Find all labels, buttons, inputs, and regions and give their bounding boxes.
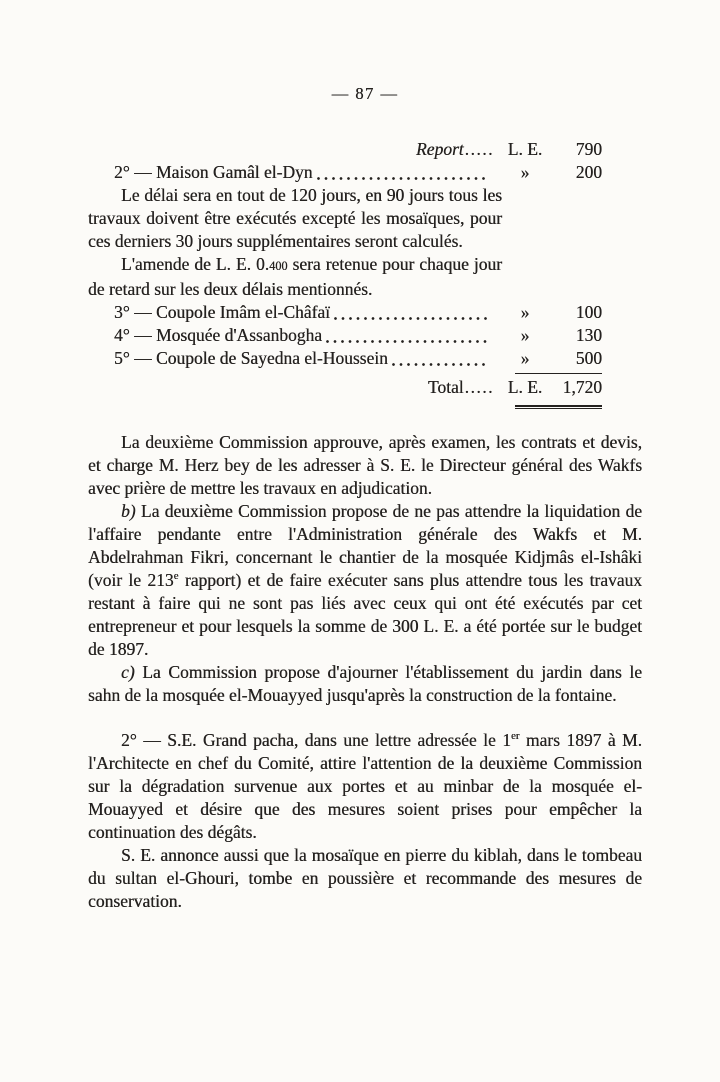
text-block (88, 82, 642, 913)
dot-leader (317, 177, 489, 180)
report-currency: L. E. (507, 139, 543, 159)
report-body (88, 431, 642, 913)
ledger-note-paragraph: L'amende de L. E. 0.400 sera retenue pour chaque jour de retard sur les deux délais mentionnés. (88, 254, 502, 299)
body-paragraph: c) La Commission propose d'ajourner l'établissement du jardin dans le sahn de la mosquée el-Mouayyed jusqu'après la construction de la fontaine. (88, 662, 642, 705)
report-label: Report (415, 139, 464, 159)
total-rule (515, 373, 602, 374)
item-label: 5° — Coupole de Sayedna el-Houssein (114, 348, 388, 368)
total-amount: 1,720 (562, 377, 602, 397)
item-currency: » (520, 302, 530, 322)
item-amount: 500 (575, 348, 602, 368)
ledger-item-row (88, 301, 602, 324)
item-currency: » (520, 348, 530, 368)
item-currency: » (520, 325, 530, 345)
item-amount: 200 (575, 162, 602, 182)
dot-leader (334, 317, 488, 320)
body-paragraph: S. E. annonce aussi que la mosaïque en pierre du kiblah, dans le tombeau du sultan el-Ghouri, tombe en poussière et recommande des mesures de conservation. (88, 845, 642, 911)
report-amount: 790 (575, 139, 602, 159)
ledger-item-row (88, 324, 602, 347)
closing-double-rule (515, 405, 602, 409)
item-amount: 100 (575, 302, 602, 322)
total-dots: ..... (464, 377, 494, 397)
total-label-cell (88, 376, 494, 399)
total-label: Total (427, 377, 464, 397)
body-paragraph: La deuxième Commission approuve, après examen, les contrats et devis, et charge M. Herz bey de les adresser à S. E. le Directeur général des Wakfs avec prière de mettre les travaux en adjudication. (88, 432, 642, 498)
page-number: — 87 — (331, 84, 399, 103)
total-currency: L. E. (507, 377, 543, 397)
item-label: 4° — Mosquée d'Assanbogha (114, 325, 322, 345)
ledger-report-row (88, 138, 602, 161)
ledger-total-row (88, 376, 602, 399)
ledger-note-paragraph: Le délai sera en tout de 120 jours, en 90 jours tous les travaux doivent être exécutés excepté les mosaïques, pour ces derniers 30 jours supplémentaires seront calculés. (88, 185, 502, 251)
item-currency: » (520, 162, 530, 182)
body-paragraph: 2° — S.E. Grand pacha, dans une lettre adressée le 1er mars 1897 à M. l'Architecte en chef du Comité, attire l'attention de la deuxième Commission sur la dégradation survenue aux portes et au minbar de la mosquée el-Mouayyed et désire que des mesures soient prises pour empêcher la continuation des dégâts. (88, 730, 642, 842)
dot-leader (326, 340, 488, 343)
dot-leader (392, 363, 488, 366)
ledger-item-row (88, 161, 602, 184)
report-label-cell (88, 138, 494, 161)
item-amount: 130 (575, 325, 602, 345)
body-paragraph: b) La deuxième Commission propose de ne pas attendre la liquidation de l'affaire pendante entre l'Administration générale des Wakfs et M. Abdelrahman Fikri, concernant le chantier de la mosquée Kidjmâs el-Ishâki (voir le 213e rapport) et de faire exécuter sans plus attendre tous les travaux restant à faire qui ne sont pas liés avec ceux qui ont été exécutés par cet entrepreneur et pour lesquels la somme de 300 L. E. a été portée sur le budget de 1897. (88, 501, 642, 659)
report-dots: ..... (464, 139, 494, 159)
item-label: 2° — Maison Gamâl el-Dyn (114, 162, 313, 182)
item-label: 3° — Coupole Imâm el-Châfaï (114, 302, 330, 322)
ledger-item-row (88, 347, 602, 370)
ledger-table (88, 138, 642, 409)
